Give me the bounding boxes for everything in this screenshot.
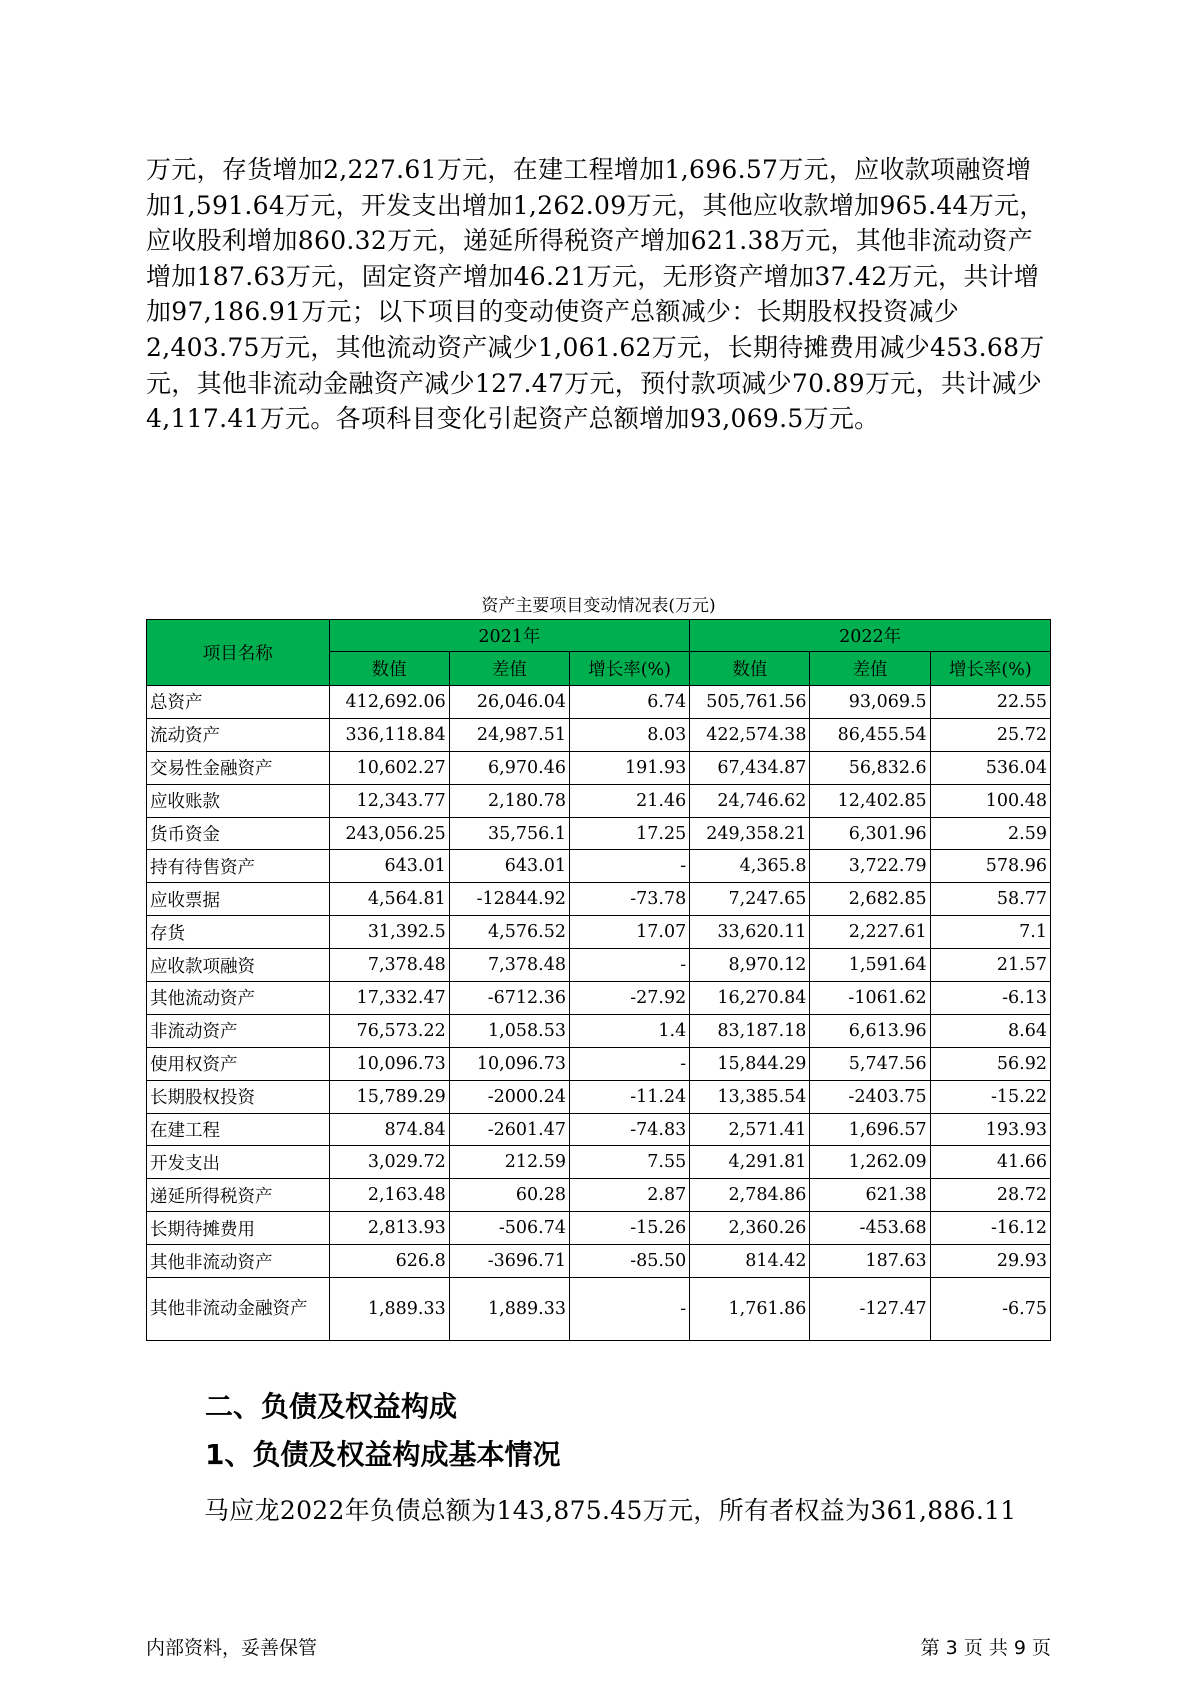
header-item-name: 项目名称 [147,620,330,686]
row-value-cell: 60.28 [449,1179,569,1212]
table-row [147,850,1051,883]
row-value-cell: 193.93 [930,1113,1050,1146]
row-value-cell: 100.48 [930,784,1050,817]
row-value-cell: 56,832.6 [810,751,930,784]
row-value-cell: 2,163.48 [329,1179,449,1212]
row-item-name: 应收款项融资 [147,949,330,982]
footer-page-number: 第 3 页 共 9 页 [920,1637,1051,1659]
row-value-cell: 8.03 [569,718,689,751]
header-value-2021: 数值 [329,652,449,686]
header-diff-2021: 差值 [449,652,569,686]
row-value-cell: 249,358.21 [690,817,810,850]
row-value-cell: 3,029.72 [329,1146,449,1179]
row-value-cell: 56.92 [930,1047,1050,1080]
row-value-cell: 12,402.85 [810,784,930,817]
subsection-heading: 1、负债及权益构成基本情况 [205,1438,561,1471]
row-value-cell: -6.75 [930,1278,1050,1341]
row-value-cell: 2,360.26 [690,1212,810,1245]
table-row [147,1080,1051,1113]
row-value-cell: 191.93 [569,751,689,784]
row-value-cell: 2,784.86 [690,1179,810,1212]
row-value-cell: 2,813.93 [329,1212,449,1245]
footer-confidential-note: 内部资料，妥善保管 [146,1637,318,1659]
table-body [147,686,1051,1341]
table-row [147,1278,1051,1341]
row-value-cell: 12,343.77 [329,784,449,817]
row-value-cell: 17.25 [569,817,689,850]
row-item-name: 长期股权投资 [147,1080,330,1113]
header-diff-2022: 差值 [810,652,930,686]
row-value-cell: 643.01 [329,850,449,883]
row-value-cell: 15,789.29 [329,1080,449,1113]
table-row [147,1245,1051,1278]
row-value-cell: 83,187.18 [690,1014,810,1047]
row-value-cell: -11.24 [569,1080,689,1113]
table-row [147,949,1051,982]
row-value-cell: 2.59 [930,817,1050,850]
row-value-cell: 21.57 [930,949,1050,982]
row-value-cell: -3696.71 [449,1245,569,1278]
table-row [147,718,1051,751]
row-value-cell: 536.04 [930,751,1050,784]
row-value-cell: 7,247.65 [690,883,810,916]
row-item-name: 交易性金融资产 [147,751,330,784]
row-item-name: 非流动资产 [147,1014,330,1047]
row-value-cell: 35,756.1 [449,817,569,850]
row-value-cell: 8,970.12 [690,949,810,982]
row-value-cell: 6,301.96 [810,817,930,850]
table-row [147,817,1051,850]
table-row [147,1212,1051,1245]
row-value-cell: 4,576.52 [449,916,569,949]
row-value-cell: 1,889.33 [449,1278,569,1341]
row-value-cell: 2,227.61 [810,916,930,949]
row-item-name: 持有待售资产 [147,850,330,883]
row-value-cell: 10,096.73 [449,1047,569,1080]
row-item-name: 长期待摊费用 [147,1212,330,1245]
row-value-cell: 1,889.33 [329,1278,449,1341]
header-year-2022: 2022年 [690,620,1051,652]
row-value-cell: 25.72 [930,718,1050,751]
table-row [147,883,1051,916]
row-value-cell: 7.55 [569,1146,689,1179]
row-value-cell: 2,571.41 [690,1113,810,1146]
row-value-cell: 10,096.73 [329,1047,449,1080]
row-value-cell: -2403.75 [810,1080,930,1113]
row-value-cell: - [569,1047,689,1080]
row-item-name: 在建工程 [147,1113,330,1146]
row-item-name: 其他非流动资产 [147,1245,330,1278]
row-value-cell: 212.59 [449,1146,569,1179]
row-value-cell: 814.42 [690,1245,810,1278]
row-item-name: 货币资金 [147,817,330,850]
row-value-cell: 1,761.86 [690,1278,810,1341]
row-value-cell: 4,291.81 [690,1146,810,1179]
table-row [147,1014,1051,1047]
row-value-cell: 10,602.27 [329,751,449,784]
row-value-cell: 187.63 [810,1245,930,1278]
row-value-cell: 4,365.8 [690,850,810,883]
row-value-cell: -6712.36 [449,982,569,1015]
row-value-cell: 31,392.5 [329,916,449,949]
row-value-cell: 874.84 [329,1113,449,1146]
row-value-cell: 67,434.87 [690,751,810,784]
row-item-name: 使用权资产 [147,1047,330,1080]
row-value-cell: 6,970.46 [449,751,569,784]
row-value-cell: 1,591.64 [810,949,930,982]
row-value-cell: 2,682.85 [810,883,930,916]
row-value-cell: 17.07 [569,916,689,949]
row-value-cell: 422,574.38 [690,718,810,751]
row-value-cell: 7,378.48 [449,949,569,982]
row-value-cell: -74.83 [569,1113,689,1146]
header-value-2022: 数值 [690,652,810,686]
row-value-cell: -27.92 [569,982,689,1015]
table-row [147,1179,1051,1212]
row-value-cell: 643.01 [449,850,569,883]
row-value-cell: -16.12 [930,1212,1050,1245]
row-value-cell: 1,058.53 [449,1014,569,1047]
row-value-cell: 41.66 [930,1146,1050,1179]
row-value-cell: 16,270.84 [690,982,810,1015]
row-value-cell: 15,844.29 [690,1047,810,1080]
row-value-cell: 505,761.56 [690,686,810,719]
row-value-cell: -453.68 [810,1212,930,1245]
row-item-name: 应收账款 [147,784,330,817]
row-value-cell: -15.22 [930,1080,1050,1113]
row-value-cell: -15.26 [569,1212,689,1245]
row-value-cell: 6,613.96 [810,1014,930,1047]
body-paragraph-liabilities: 马应龙2022年负债总额为143,875.45万元，所有者权益为361,886.11 [204,1496,1017,1525]
row-value-cell: 3,722.79 [810,850,930,883]
table-row [147,982,1051,1015]
row-value-cell: 621.38 [810,1179,930,1212]
row-value-cell: -6.13 [930,982,1050,1015]
header-growth-2021: 增长率(%) [569,652,689,686]
row-item-name: 递延所得税资产 [147,1179,330,1212]
header-growth-2022: 增长率(%) [930,652,1050,686]
body-paragraph: 万元，存货增加2,227.61万元，在建工程增加1,696.57万元，应收款项融资增加1,591.64万元，开发支出增加1,262.09万元，其他应收款增加965.44万元，应收股利增加860.32万元，递延所得税资产增加621.38万元，其他非流动资产增加187.63万元，固定资产增加46.21万元，无形资产增加37.42万元，共计增加97,186.91万元；以下项目的变动使资产总额减少：长期股权投资减少2,403.75万元，其他流动资产减少1,061.62万元，长期待摊费用减少453.68万元，其他非流动金融资产减少127.47万元，预付款项减少70.89万元，共计减少4,117.41万元。各项科目变化引起资产总额增加93,069.5万元。 [146,155,1045,434]
table-row [147,1047,1051,1080]
row-value-cell: - [569,949,689,982]
row-item-name: 其他流动资产 [147,982,330,1015]
row-value-cell: 412,692.06 [329,686,449,719]
row-value-cell: 6.74 [569,686,689,719]
row-value-cell: 33,620.11 [690,916,810,949]
section-heading: 二、负债及权益构成 [205,1390,458,1423]
row-value-cell: 22.55 [930,686,1050,719]
header-year-2021: 2021年 [329,620,690,652]
row-item-name: 总资产 [147,686,330,719]
row-value-cell: -127.47 [810,1278,930,1341]
row-item-name: 其他非流动金融资产 [147,1278,330,1341]
row-item-name: 开发支出 [147,1146,330,1179]
row-value-cell: 1,262.09 [810,1146,930,1179]
row-value-cell: 13,385.54 [690,1080,810,1113]
row-value-cell: 24,746.62 [690,784,810,817]
row-value-cell: -2000.24 [449,1080,569,1113]
row-value-cell: 7,378.48 [329,949,449,982]
row-value-cell: 336,118.84 [329,718,449,751]
row-value-cell: 26,046.04 [449,686,569,719]
row-value-cell: -506.74 [449,1212,569,1245]
row-item-name: 流动资产 [147,718,330,751]
row-value-cell: 93,069.5 [810,686,930,719]
table-row [147,916,1051,949]
row-value-cell: 76,573.22 [329,1014,449,1047]
row-value-cell: 626.8 [329,1245,449,1278]
row-value-cell: -2601.47 [449,1113,569,1146]
row-item-name: 存货 [147,916,330,949]
table-caption: 资产主要项目变动情况表(万元) [481,596,716,616]
row-value-cell: 2,180.78 [449,784,569,817]
table-row [147,1113,1051,1146]
row-value-cell: 17,332.47 [329,982,449,1015]
row-value-cell: - [569,850,689,883]
row-value-cell: 4,564.81 [329,883,449,916]
row-value-cell: -85.50 [569,1245,689,1278]
row-value-cell: 2.87 [569,1179,689,1212]
row-value-cell: 1.4 [569,1014,689,1047]
row-value-cell: 1,696.57 [810,1113,930,1146]
row-value-cell: 86,455.54 [810,718,930,751]
row-value-cell: - [569,1278,689,1341]
row-value-cell: 578.96 [930,850,1050,883]
row-value-cell: 7.1 [930,916,1050,949]
row-value-cell: 8.64 [930,1014,1050,1047]
row-item-name: 应收票据 [147,883,330,916]
row-value-cell: 5,747.56 [810,1047,930,1080]
row-value-cell: -12844.92 [449,883,569,916]
table-row [147,1146,1051,1179]
table-row [147,686,1051,719]
row-value-cell: 58.77 [930,883,1050,916]
row-value-cell: 28.72 [930,1179,1050,1212]
row-value-cell: -1061.62 [810,982,930,1015]
table-row [147,751,1051,784]
asset-change-table [146,619,1051,1341]
row-value-cell: 21.46 [569,784,689,817]
table-row [147,784,1051,817]
row-value-cell: 29.93 [930,1245,1050,1278]
row-value-cell: 24,987.51 [449,718,569,751]
row-value-cell: 243,056.25 [329,817,449,850]
row-value-cell: -73.78 [569,883,689,916]
